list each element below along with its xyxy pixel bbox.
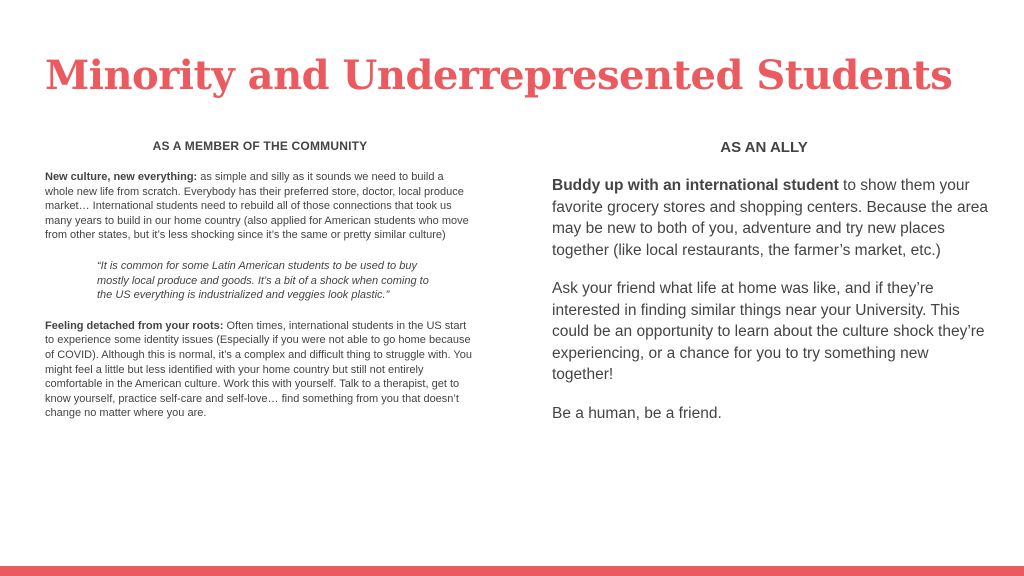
buddy-up-paragraph: [552, 175, 992, 261]
detached-roots-lead: Feeling detached from your roots:: [45, 319, 224, 332]
bottom-accent-bar: [0, 566, 1024, 576]
ask-friend-paragraph: Ask your friend what life at home was like, and if they’re interested in finding similar things near your University. This could be an opportunity to learn about the culture shock they’re experiencing, or a chance for you to try something new together!: [552, 280, 985, 383]
page-title: Minority and Underrepresented Students: [45, 52, 953, 99]
ally-heading: AS AN ALLY: [720, 139, 808, 156]
community-column: [45, 139, 475, 421]
be-human-paragraph: Be a human, be a friend.: [552, 404, 722, 422]
buddy-up-lead: Buddy up with an international student: [552, 177, 839, 194]
student-quote: “It is common for some Latin American students to be used to buy mostly local produce and goods. It’s a bit of a shock when coming to the US everything is industrialized and veggies look plastic.”: [97, 259, 429, 302]
buddy-up-text: to show them your favorite grocery stores and shopping centers. Because the area may be new to both of you, adventure and try new places together (like local restaurants, the farmer’s market, etc.): [552, 177, 988, 259]
detached-roots-paragraph: [45, 319, 475, 421]
new-culture-text: as simple and silly as it sounds we need to build a whole new life from scratch. Everybody has their preferred store, doctor, local produce market… International students need to rebuild all of those connections that took us many years to build in our home country (also applied for American students who move from other states, but it’s less shocking since it’s the same or pretty similar culture): [45, 171, 469, 242]
community-heading: AS A MEMBER OF THE COMMUNITY: [152, 139, 368, 153]
new-culture-lead: New culture, new everything:: [45, 171, 198, 183]
detached-roots-text: Often times, international students in the US start to experience some identity issues (Especially if you were not able to go home because of COVID). Although this is normal, it’s a complex and difficult thing to struggle with. You might feel a little but less identified with your home country but still not entirely comfortable in the American culture. Work this with yourself. Talk to a therapist, get to know yourself, practice self-care and self-love… find something from you that doesn’t change no matter where you are.: [45, 319, 472, 420]
ally-column: [552, 139, 992, 441]
new-culture-paragraph: [45, 170, 475, 243]
